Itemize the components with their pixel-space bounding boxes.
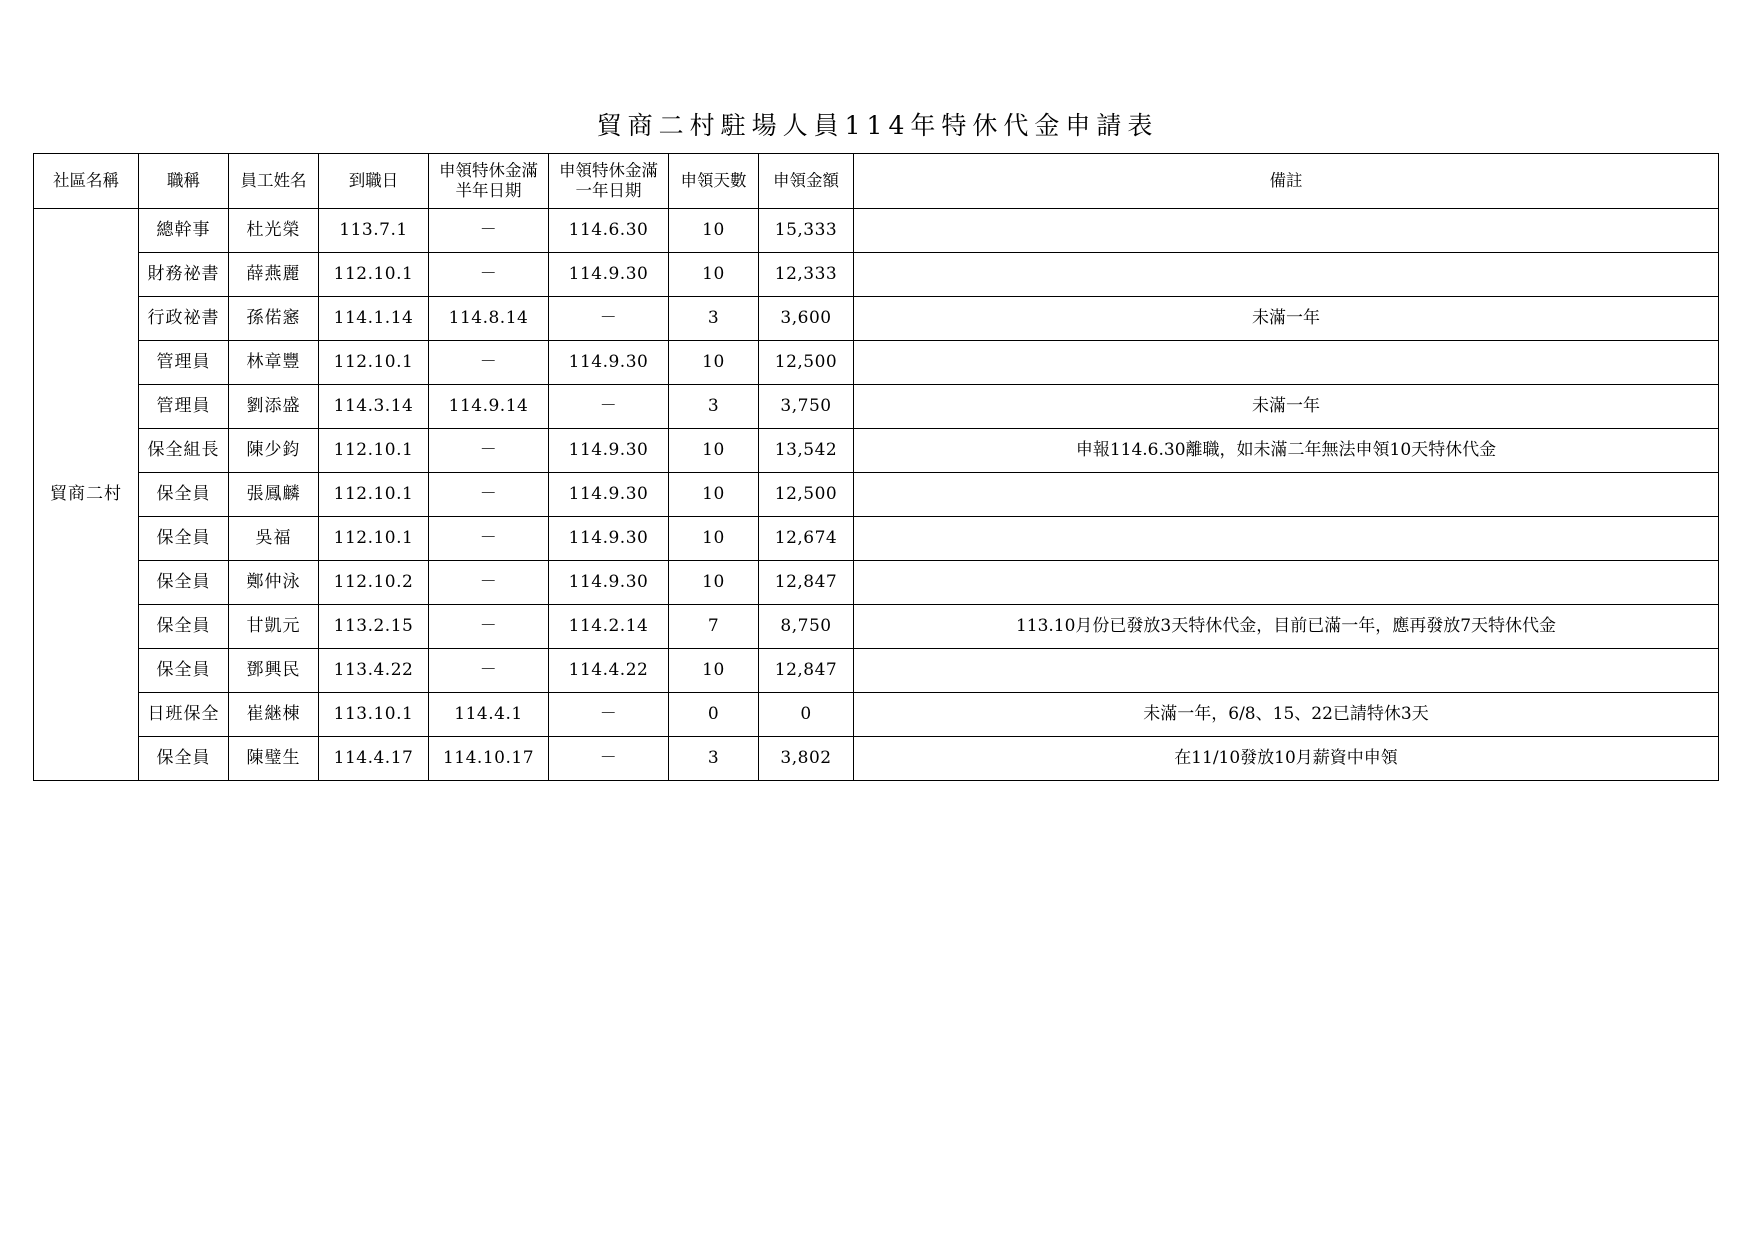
- cell-full-year-date: 114.9.30: [549, 517, 669, 561]
- table-row: [34, 209, 1719, 253]
- cell-claim-amount: 3,802: [759, 737, 854, 781]
- cell-half-year-date: －: [429, 605, 549, 649]
- cell-onboard-date: 112.10.2: [319, 561, 429, 605]
- table-row: [34, 253, 1719, 297]
- cell-full-year-date: 114.9.30: [549, 561, 669, 605]
- cell-claim-amount: 12,847: [759, 649, 854, 693]
- table-row: [34, 517, 1719, 561]
- header-claim-amount: 申領金額: [759, 154, 854, 209]
- cell-onboard-date: 112.10.1: [319, 253, 429, 297]
- table-row: [34, 341, 1719, 385]
- cell-full-year-date: 114.2.14: [549, 605, 669, 649]
- header-onboard-date: 到職日: [319, 154, 429, 209]
- cell-claim-amount: 12,500: [759, 341, 854, 385]
- cell-onboard-date: 112.10.1: [319, 341, 429, 385]
- cell-job-title: 管理員: [139, 385, 229, 429]
- header-half-year-date: [429, 154, 549, 209]
- cell-claim-days: 10: [669, 649, 759, 693]
- cell-claim-amount: 12,674: [759, 517, 854, 561]
- page-title: 貿商二村駐場人員114年特休代金申請表: [596, 111, 1159, 140]
- cell-full-year-date: 114.4.22: [549, 649, 669, 693]
- cell-full-year-date: －: [549, 385, 669, 429]
- cell-onboard-date: 113.10.1: [319, 693, 429, 737]
- header-full-year-date-line2: 一年日期: [575, 181, 642, 200]
- cell-onboard-date: 113.4.22: [319, 649, 429, 693]
- cell-onboard-date: 112.10.1: [319, 517, 429, 561]
- cell-half-year-date: －: [429, 517, 549, 561]
- header-claim-days: 申領天數: [669, 154, 759, 209]
- cell-job-title: 管理員: [139, 341, 229, 385]
- cell-claim-days: 10: [669, 209, 759, 253]
- cell-employee-name: 薛燕麗: [229, 253, 319, 297]
- cell-job-title: 總幹事: [139, 209, 229, 253]
- table-body: [34, 209, 1719, 781]
- cell-full-year-date: 114.9.30: [549, 473, 669, 517]
- cell-employee-name: 陳少鈞: [229, 429, 319, 473]
- cell-remark: [854, 473, 1719, 517]
- cell-claim-days: 10: [669, 429, 759, 473]
- cell-claim-amount: 3,750: [759, 385, 854, 429]
- cell-job-title: 保全員: [139, 737, 229, 781]
- cell-claim-days: 10: [669, 473, 759, 517]
- cell-claim-amount: 15,333: [759, 209, 854, 253]
- cell-employee-name: 孫偌窸: [229, 297, 319, 341]
- cell-employee-name: 林章豐: [229, 341, 319, 385]
- cell-remark: [854, 341, 1719, 385]
- cell-job-title: 保全組長: [139, 429, 229, 473]
- header-job-title: 職稱: [139, 154, 229, 209]
- cell-half-year-date: －: [429, 341, 549, 385]
- cell-job-title: 行政祕書: [139, 297, 229, 341]
- cell-job-title: 保全員: [139, 605, 229, 649]
- cell-claim-days: 3: [669, 385, 759, 429]
- header-full-year-date-line1: 申領特休金滿: [559, 161, 658, 181]
- cell-onboard-date: 112.10.1: [319, 429, 429, 473]
- cell-remark: [854, 253, 1719, 297]
- cell-claim-amount: 0: [759, 693, 854, 737]
- header-half-year-date-line1: 申領特休金滿: [439, 161, 538, 181]
- cell-claim-days: 10: [669, 517, 759, 561]
- cell-full-year-date: 114.9.30: [549, 429, 669, 473]
- cell-claim-amount: 8,750: [759, 605, 854, 649]
- cell-full-year-date: 114.6.30: [549, 209, 669, 253]
- table-row: [34, 429, 1719, 473]
- cell-half-year-date: 114.4.1: [429, 693, 549, 737]
- cell-onboard-date: 114.3.14: [319, 385, 429, 429]
- cell-claim-days: 7: [669, 605, 759, 649]
- cell-remark: [854, 561, 1719, 605]
- header-full-year-date: [549, 154, 669, 209]
- cell-employee-name: 杜光榮: [229, 209, 319, 253]
- cell-remark: 未滿一年，6/8、15、22已請特休3天: [854, 693, 1719, 737]
- cell-remark: [854, 649, 1719, 693]
- cell-onboard-date: 114.4.17: [319, 737, 429, 781]
- table-row: [34, 473, 1719, 517]
- cell-job-title: 保全員: [139, 649, 229, 693]
- cell-full-year-date: －: [549, 737, 669, 781]
- cell-half-year-date: －: [429, 649, 549, 693]
- cell-employee-name: 陳璧生: [229, 737, 319, 781]
- cell-half-year-date: －: [429, 253, 549, 297]
- table-row: [34, 737, 1719, 781]
- cell-onboard-date: 112.10.1: [319, 473, 429, 517]
- table-row: [34, 561, 1719, 605]
- cell-half-year-date: 114.9.14: [429, 385, 549, 429]
- cell-claim-amount: 3,600: [759, 297, 854, 341]
- cell-job-title: 財務祕書: [139, 253, 229, 297]
- cell-employee-name: 劉添盛: [229, 385, 319, 429]
- cell-claim-days: 10: [669, 253, 759, 297]
- cell-community: 貿商二村: [34, 209, 139, 781]
- cell-remark: 在11/10發放10月薪資中申領: [854, 737, 1719, 781]
- cell-onboard-date: 113.7.1: [319, 209, 429, 253]
- cell-employee-name: 吳福: [229, 517, 319, 561]
- cell-claim-amount: 13,542: [759, 429, 854, 473]
- cell-remark: 113.10月份已發放3天特休代金，目前已滿一年，應再發放7天特休代金: [854, 605, 1719, 649]
- cell-full-year-date: 114.9.30: [549, 253, 669, 297]
- cell-remark: 未滿一年: [854, 385, 1719, 429]
- cell-onboard-date: 114.1.14: [319, 297, 429, 341]
- cell-full-year-date: －: [549, 297, 669, 341]
- cell-claim-amount: 12,333: [759, 253, 854, 297]
- table-header-row: [34, 154, 1719, 209]
- cell-employee-name: 崔継棟: [229, 693, 319, 737]
- cell-employee-name: 張鳳麟: [229, 473, 319, 517]
- table-row: [34, 297, 1719, 341]
- cell-half-year-date: －: [429, 473, 549, 517]
- cell-remark: [854, 209, 1719, 253]
- leave-allowance-table: [33, 153, 1719, 781]
- cell-job-title: 保全員: [139, 517, 229, 561]
- cell-employee-name: 甘凱元: [229, 605, 319, 649]
- cell-half-year-date: －: [429, 209, 549, 253]
- table-row: [34, 385, 1719, 429]
- cell-claim-days: 0: [669, 693, 759, 737]
- table-row: [34, 649, 1719, 693]
- table-row: [34, 605, 1719, 649]
- cell-employee-name: 鄭仲泳: [229, 561, 319, 605]
- cell-onboard-date: 113.2.15: [319, 605, 429, 649]
- cell-claim-amount: 12,847: [759, 561, 854, 605]
- cell-remark: 未滿一年: [854, 297, 1719, 341]
- header-employee-name: 員工姓名: [229, 154, 319, 209]
- header-half-year-date-line2: 半年日期: [455, 181, 522, 200]
- cell-job-title: 保全員: [139, 561, 229, 605]
- cell-half-year-date: －: [429, 561, 549, 605]
- header-remark: 備註: [854, 154, 1719, 209]
- cell-remark: 申報114.6.30離職，如未滿二年無法申領10天特休代金: [854, 429, 1719, 473]
- cell-half-year-date: －: [429, 429, 549, 473]
- cell-claim-amount: 12,500: [759, 473, 854, 517]
- cell-claim-days: 10: [669, 561, 759, 605]
- cell-claim-days: 3: [669, 297, 759, 341]
- cell-full-year-date: －: [549, 693, 669, 737]
- cell-half-year-date: 114.8.14: [429, 297, 549, 341]
- cell-job-title: 保全員: [139, 473, 229, 517]
- cell-job-title: 日班保全: [139, 693, 229, 737]
- cell-remark: [854, 517, 1719, 561]
- cell-half-year-date: 114.10.17: [429, 737, 549, 781]
- cell-employee-name: 鄧興民: [229, 649, 319, 693]
- table-row: [34, 693, 1719, 737]
- cell-claim-days: 10: [669, 341, 759, 385]
- header-community: 社區名稱: [34, 154, 139, 209]
- cell-full-year-date: 114.9.30: [549, 341, 669, 385]
- cell-claim-days: 3: [669, 737, 759, 781]
